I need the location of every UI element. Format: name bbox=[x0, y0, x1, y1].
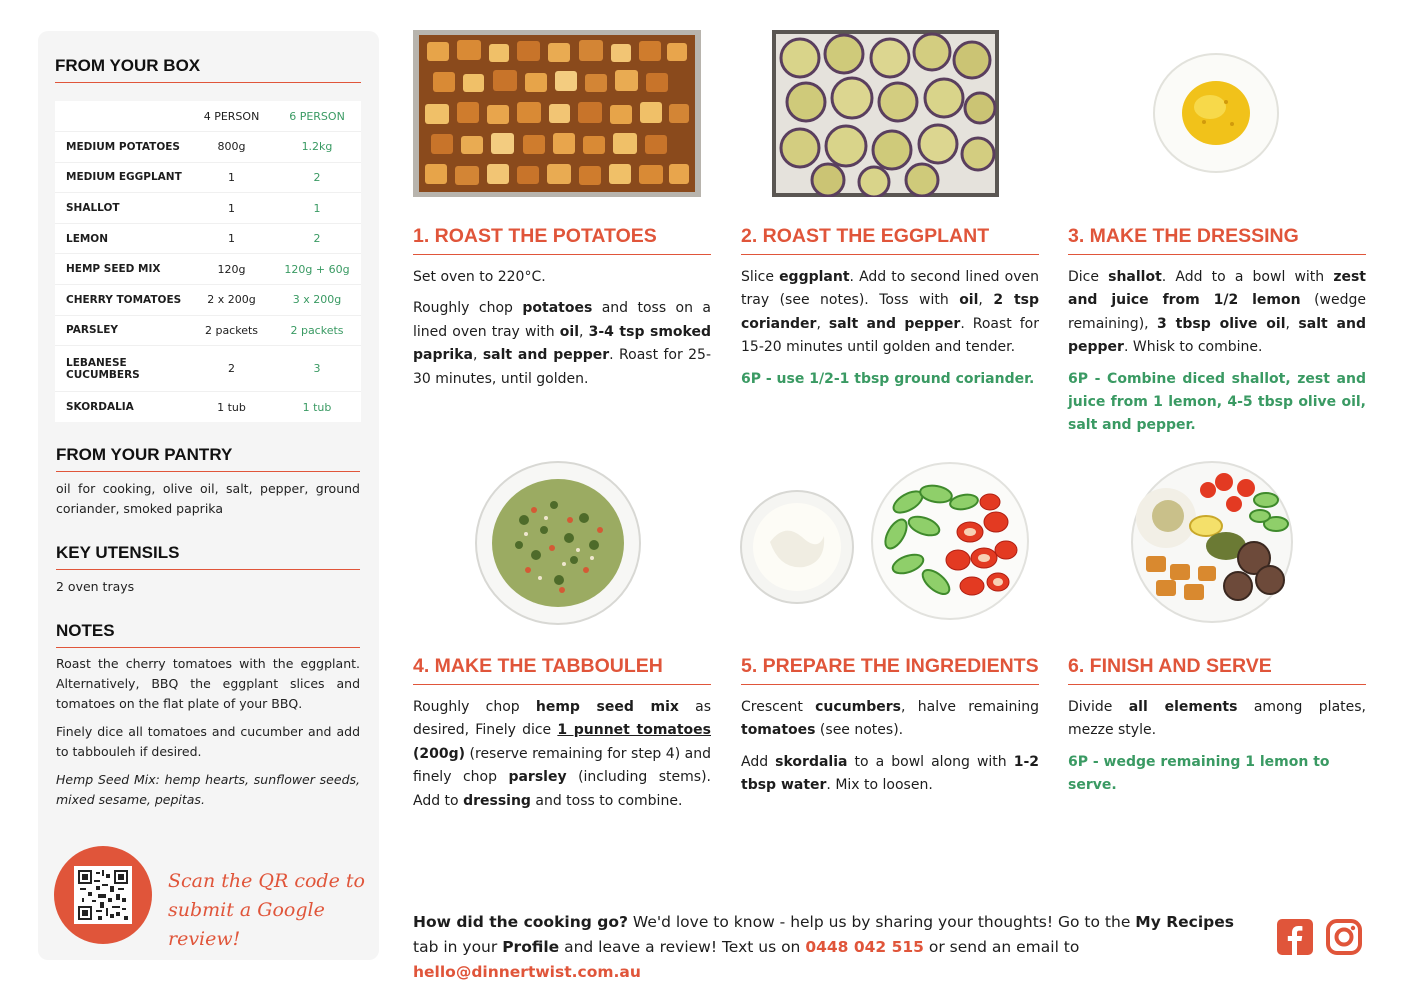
utensils-title: KEY UTENSILS bbox=[56, 543, 360, 570]
step-paragraph: Roughly chop potatoes and toss on a lined oven tray with oil, 3-4 tsp smoked paprika, salt and pepper. Roast for 25-30 minutes, until golden. bbox=[413, 300, 711, 387]
step-note: 6P - wedge remaining 1 lemon to serve. bbox=[1068, 753, 1330, 794]
step-2-body bbox=[741, 266, 1039, 399]
qr-caption bbox=[168, 867, 368, 954]
step-note: 6P - use 1/2-1 tbsp ground coriander. bbox=[741, 370, 1035, 387]
step-6-body bbox=[1068, 696, 1366, 806]
email-link[interactable]: hello@dinnertwist.com.au bbox=[413, 963, 641, 981]
facebook-icon[interactable] bbox=[1276, 918, 1314, 956]
step-6-title: 6. FINISH AND SERVE bbox=[1068, 655, 1366, 685]
ingredient-name: SKORDALIA bbox=[66, 401, 134, 414]
table-header-row bbox=[55, 101, 361, 132]
table-row bbox=[55, 254, 361, 285]
col-4-person: 4 PERSON bbox=[190, 101, 273, 132]
qty-6: 1 tub bbox=[302, 400, 332, 414]
dressing-bowl-photo bbox=[1152, 52, 1280, 174]
qty-6: 3 bbox=[273, 346, 361, 392]
from-box-title: FROM YOUR BOX bbox=[55, 56, 361, 83]
ingredient-name: CHERRY TOMATOES bbox=[55, 285, 190, 316]
step-paragraph: Set oven to 220°C. bbox=[413, 269, 546, 285]
step-note: 6P - Combine diced shallot, zest and juice from 1 lemon, 4-5 tbsp olive oil, salt and pepper. bbox=[1068, 370, 1366, 434]
step-4-body bbox=[413, 696, 711, 821]
step-1-title: 1. ROAST THE POTATOES bbox=[413, 225, 711, 255]
pantry-title: FROM YOUR PANTRY bbox=[56, 445, 360, 472]
table-row bbox=[55, 162, 361, 193]
table-row bbox=[55, 223, 361, 254]
table-row bbox=[55, 346, 361, 392]
ingredients-table bbox=[55, 101, 361, 422]
qty-6: 2 bbox=[273, 223, 361, 254]
phone-link[interactable]: 0448 042 515 bbox=[805, 938, 924, 956]
qr-caption-line: Scan the QR code to bbox=[168, 870, 365, 892]
qty-4: 1 bbox=[190, 162, 273, 193]
qty-4: 2 packets bbox=[190, 315, 273, 346]
qr-badge[interactable] bbox=[54, 846, 152, 944]
tabbouleh-bowl-photo bbox=[474, 460, 642, 626]
table-row bbox=[55, 193, 361, 224]
sidebar-panel bbox=[38, 31, 379, 960]
qr-caption-line: submit a Google review! bbox=[168, 899, 325, 950]
ingredient-name: MEDIUM EGGPLANT bbox=[55, 162, 190, 193]
notes-text bbox=[56, 654, 360, 818]
table-row bbox=[55, 315, 361, 346]
qty-4: 1 bbox=[190, 193, 273, 224]
qty-4: 120g bbox=[190, 254, 273, 285]
col-6-person: 6 PERSON bbox=[273, 101, 361, 132]
note-paragraph: Hemp Seed Mix: hemp hearts, sunflower seeds, mixed sesame, pepitas. bbox=[56, 772, 360, 807]
qty-4: 2 bbox=[190, 346, 273, 392]
step-paragraph: Dice shallot. Add to a bowl with zest and juice from 1/2 lemon (wedge remaining), 3 tbsp olive oil, salt and pepper. Whisk to combine. bbox=[1068, 269, 1366, 356]
pantry-text: oil for cooking, olive oil, salt, pepper, ground coriander, smoked paprika bbox=[56, 481, 360, 516]
roasted-eggplant-photo bbox=[772, 30, 999, 197]
qr-code-icon[interactable] bbox=[74, 866, 132, 924]
skordalia-and-salad-photo bbox=[740, 462, 1032, 620]
ingredient-name: LEBANESE CUCUMBERS bbox=[55, 346, 190, 392]
step-paragraph: Slice eggplant. Add to second lined oven tray (see notes). Toss with oil, 2 tsp coriander, salt and pepper. Roast for 15-20 minutes until golden and tender. bbox=[741, 269, 1040, 356]
qty-6: 3 x 200g bbox=[273, 285, 361, 316]
finished-plate-photo bbox=[1126, 460, 1298, 625]
step-3-body bbox=[1068, 266, 1366, 446]
step-paragraph: Roughly chop hemp seed mix as desired, Finely dice 1 punnet tomatoes (200g) (reserve remaining for step 4) and finely chop parsley (including stems). Add to dressing and toss to combine. bbox=[413, 699, 711, 809]
note-paragraph: Finely dice all tomatoes and cucumber and add to tabbouleh if desired. bbox=[56, 724, 360, 759]
note-paragraph: Roast the cherry tomatoes with the eggplant. Alternatively, BBQ the eggplant slices and tomatoes on the flat plate of your BBQ. bbox=[56, 656, 360, 711]
qty-6: 2 packets bbox=[273, 315, 361, 346]
ingredient-name: SHALLOT bbox=[55, 193, 190, 224]
step-paragraph: Divide all elements among plates, mezze style. bbox=[1068, 699, 1366, 739]
qty-4: 2 x 200g bbox=[190, 285, 273, 316]
qty-4: 1 tub bbox=[217, 400, 246, 414]
table-row bbox=[55, 392, 361, 423]
qty-6: 120g + 60g bbox=[273, 254, 361, 285]
instagram-icon[interactable] bbox=[1325, 918, 1363, 956]
utensils-text: 2 oven trays bbox=[56, 579, 135, 594]
ingredient-name: LEMON bbox=[55, 223, 190, 254]
qty-6: 1 bbox=[273, 193, 361, 224]
roasted-potatoes-photo bbox=[413, 30, 701, 197]
table-row bbox=[55, 285, 361, 316]
step-5-title: 5. PREPARE THE INGREDIENTS bbox=[741, 655, 1039, 685]
step-3-title: 3. MAKE THE DRESSING bbox=[1068, 225, 1366, 255]
qty-4: 800g bbox=[190, 132, 273, 163]
notes-title: NOTES bbox=[56, 621, 360, 648]
step-2-title: 2. ROAST THE EGGPLANT bbox=[741, 225, 1039, 255]
table-row bbox=[55, 132, 361, 163]
step-4-title: 4. MAKE THE TABBOULEH bbox=[413, 655, 711, 685]
feedback-footer: How did the cooking go? We'd love to know - help us by sharing your thoughts! Go to the My Recipes tab in your Profile and leave a review! Text us on 0448 042 515 or send an email to hello@dinnertwist.com.au bbox=[413, 913, 1234, 981]
ingredient-name: PARSLEY bbox=[55, 315, 190, 346]
step-5-body bbox=[741, 696, 1039, 806]
qty-6: 2 bbox=[273, 162, 361, 193]
ingredient-name: HEMP SEED MIX bbox=[55, 254, 190, 285]
qty-6: 1.2kg bbox=[273, 132, 361, 163]
qty-4: 1 bbox=[190, 223, 273, 254]
step-1-body bbox=[413, 266, 711, 399]
ingredient-name: MEDIUM POTATOES bbox=[55, 132, 190, 163]
step-paragraph: Add skordalia to a bowl along with 1-2 tbsp water. Mix to loosen. bbox=[741, 753, 1039, 794]
step-paragraph: Crescent cucumbers, halve remaining tomatoes (see notes). bbox=[741, 699, 1039, 739]
